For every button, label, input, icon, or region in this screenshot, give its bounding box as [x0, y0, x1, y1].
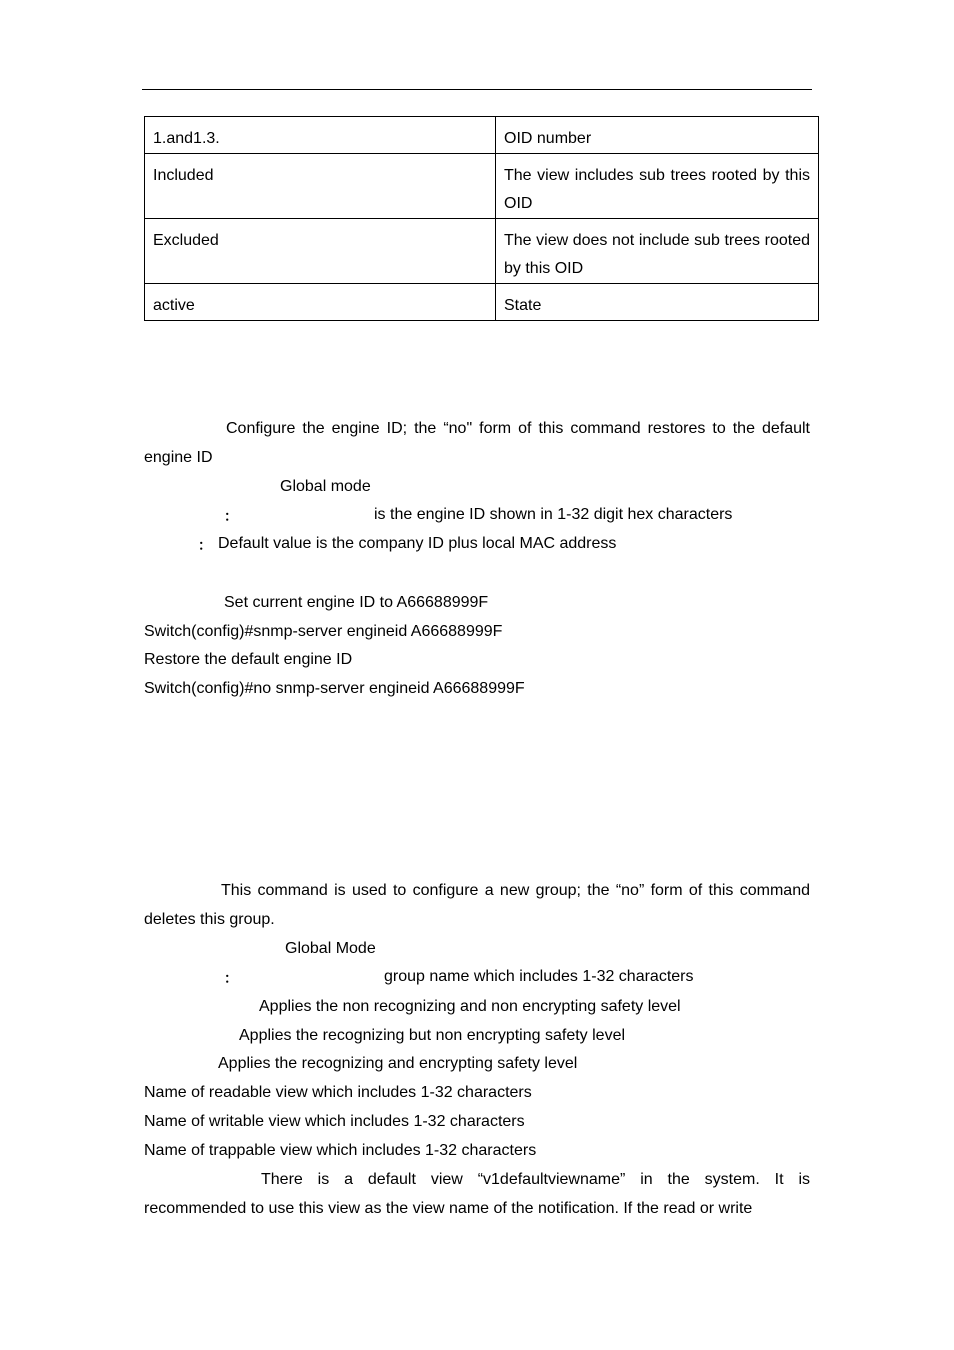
engineid-default-desc: Default value is the company ID plus local MAC address [218, 535, 617, 552]
engineid-mode: Global mode [280, 478, 371, 495]
engineid-function [144, 414, 810, 472]
table-row [145, 284, 819, 321]
group-mode: Global Mode [285, 940, 376, 957]
group-param-auth: Applies the recognizing but non encrypting safety level [239, 1027, 626, 1044]
table-cell-desc: State [496, 284, 819, 321]
group-param-priv: Applies the recognizing and encrypting safety level [218, 1055, 578, 1072]
table-row [145, 219, 819, 284]
group-function-text: This command is used to configure a new group; the “no” form of this command deletes this group. [144, 882, 810, 928]
table-cell-param: Included [145, 154, 496, 219]
engineid-example1-cmd: Switch(config)#snmp-server engineid A66688999F [144, 623, 503, 640]
group-param-groupname: group name which includes 1-32 characters [384, 968, 694, 985]
group-usage-text: There is a default view “v1defaultviewname” in the system. It is recommended to use this view as the view name of the notification. If the read or write [144, 1171, 810, 1217]
group-function [144, 876, 810, 934]
parameter-table [144, 116, 819, 321]
engineid-param-colon: ： [224, 508, 238, 524]
table-cell-desc: The view includes sub trees rooted by this OID [496, 154, 819, 219]
table-row [145, 117, 819, 154]
group-param-noauth: Applies the non recognizing and non encrypting safety level [259, 998, 681, 1015]
group-param-read: Name of readable view which includes 1-32 characters [144, 1084, 532, 1101]
engineid-example1-desc: Set current engine ID to A66688999F [224, 594, 489, 611]
table-cell-param: Excluded [145, 219, 496, 284]
table-row [145, 154, 819, 219]
group-param-colon: ： [224, 970, 238, 986]
engineid-default-colon: ： [198, 537, 212, 553]
table-cell-desc: The view does not include sub trees rooted by this OID [496, 219, 819, 284]
group-param-write: Name of writable view which includes 1-32 characters [144, 1113, 525, 1130]
page-header-rule [142, 89, 812, 90]
table-cell-desc: OID number [496, 117, 819, 154]
engineid-example2-cmd: Switch(config)#no snmp-server engineid A66688999F [144, 680, 525, 697]
group-param-notify: Name of trappable view which includes 1-32 characters [144, 1142, 537, 1159]
engineid-function-text: Configure the engine ID; the “no" form of this command restores to the default engine ID [144, 420, 810, 466]
table-cell-param: active [145, 284, 496, 321]
engineid-example2-desc: Restore the default engine ID [144, 651, 353, 668]
engineid-param-desc: is the engine ID shown in 1-32 digit hex characters [374, 506, 733, 523]
table-cell-param: 1.and1.3. [145, 117, 496, 154]
group-usage [144, 1165, 810, 1223]
